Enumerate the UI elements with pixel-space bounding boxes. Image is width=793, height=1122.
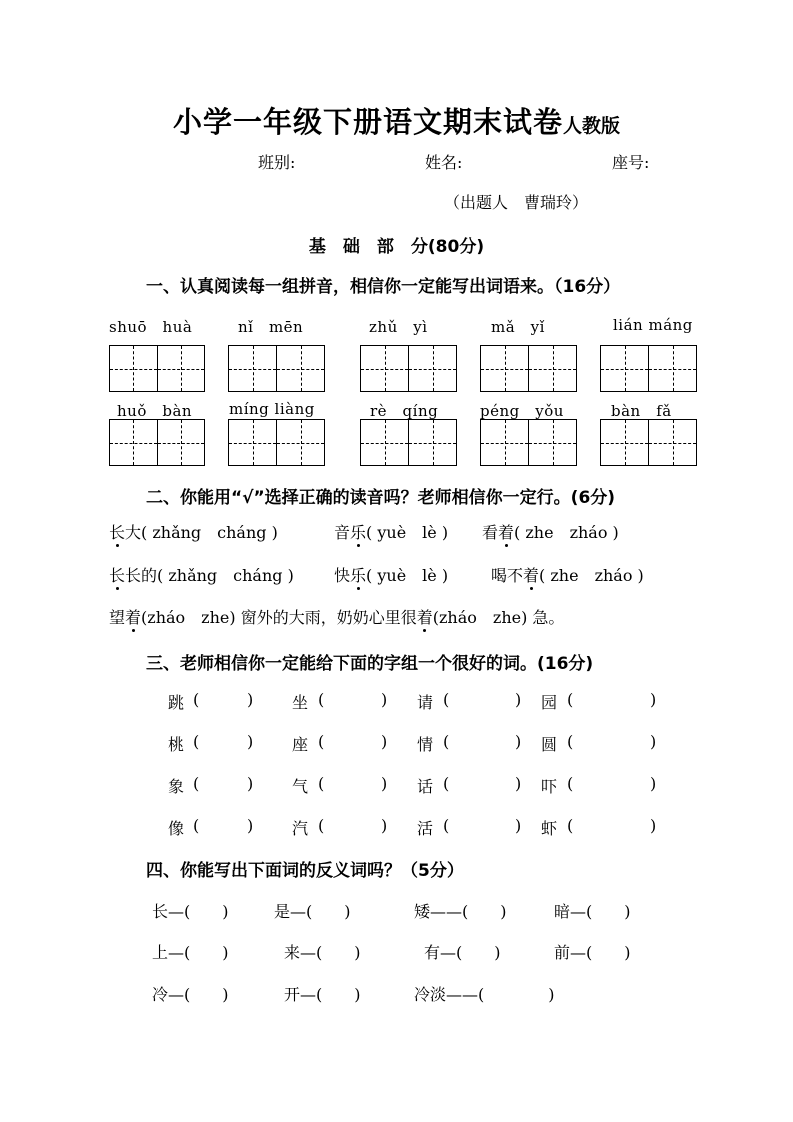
page-title-block bbox=[0, 100, 793, 141]
writing-grid[interactable] bbox=[600, 345, 697, 392]
name-label: 姓名: bbox=[425, 153, 463, 172]
class-label: 班别: bbox=[258, 153, 296, 172]
answer-paren-open: ( bbox=[443, 774, 450, 793]
page-title: 小学一年级下册语文期末试卷 bbox=[172, 105, 563, 139]
word-group-char: 坐 bbox=[292, 693, 309, 712]
writing-grid[interactable] bbox=[600, 419, 697, 466]
answer-paren-close: ) bbox=[650, 816, 657, 835]
writing-grid[interactable] bbox=[480, 345, 577, 392]
word-group-char: 跳 bbox=[168, 693, 185, 712]
reading-item: 长大( zhǎng cháng ) bbox=[109, 523, 278, 542]
word-group-char: 桃 bbox=[168, 735, 185, 754]
reading-sentence: 望着(zháo zhe) 窗外的大雨，奶奶心里很着(zháo zhe) 急。 bbox=[109, 608, 565, 627]
word-group-char: 园 bbox=[541, 693, 558, 712]
writing-grid[interactable] bbox=[360, 419, 457, 466]
writing-grid[interactable] bbox=[480, 419, 577, 466]
reading-item: 看着( zhe zháo ) bbox=[482, 523, 619, 542]
word-group-char: 象 bbox=[168, 777, 185, 796]
pinyin-label: rè qíng bbox=[370, 402, 439, 420]
word-group-char: 虾 bbox=[541, 819, 558, 838]
word-group-char: 像 bbox=[168, 819, 185, 838]
reading-item: 喝不着( zhe zháo ) bbox=[491, 566, 644, 585]
answer-paren-open: ( bbox=[318, 816, 325, 835]
antonym-item[interactable]: 冷淡——( ) bbox=[414, 985, 555, 1004]
answer-paren-close: ) bbox=[650, 732, 657, 751]
answer-paren-close: ) bbox=[515, 732, 522, 751]
word-group-char: 圆 bbox=[541, 735, 558, 754]
answer-paren-open: ( bbox=[443, 732, 450, 751]
writing-grid[interactable] bbox=[228, 419, 325, 466]
answer-paren-close: ) bbox=[515, 690, 522, 709]
pinyin-label: huǒ bàn bbox=[117, 402, 193, 420]
writing-grid[interactable] bbox=[109, 345, 205, 392]
pinyin-label: shuō huà bbox=[109, 318, 193, 336]
q1-title: 一、认真阅读每一组拼音，相信你一定能写出词语来。（16分） bbox=[146, 277, 621, 297]
antonym-item[interactable]: 冷—( ) bbox=[152, 985, 229, 1004]
answer-paren-close: ) bbox=[381, 690, 388, 709]
answer-paren-close: ) bbox=[381, 732, 388, 751]
pinyin-label: míng liàng bbox=[229, 400, 315, 418]
reading-item: 长长的( zhǎng cháng ) bbox=[109, 566, 294, 585]
word-group-char: 活 bbox=[417, 819, 434, 838]
antonym-item[interactable]: 来—( ) bbox=[284, 943, 361, 962]
answer-paren-close: ) bbox=[247, 816, 254, 835]
reading-item: 音乐( yuè lè ) bbox=[334, 523, 449, 542]
answer-paren-open: ( bbox=[567, 690, 574, 709]
answer-paren-close: ) bbox=[247, 690, 254, 709]
answer-paren-open: ( bbox=[567, 774, 574, 793]
word-group-char: 汽 bbox=[292, 819, 309, 838]
word-group-char: 气 bbox=[292, 777, 309, 796]
word-group-char: 座 bbox=[292, 735, 309, 754]
pinyin-label: mǎ yǐ bbox=[491, 318, 545, 336]
antonym-item[interactable]: 是—( ) bbox=[274, 902, 351, 921]
reading-item: 快乐( yuè lè ) bbox=[334, 566, 449, 585]
answer-paren-open: ( bbox=[443, 690, 450, 709]
page-title-suffix: 人教版 bbox=[563, 115, 621, 137]
writing-grid[interactable] bbox=[360, 345, 457, 392]
answer-paren-open: ( bbox=[567, 816, 574, 835]
answer-paren-open: ( bbox=[318, 732, 325, 751]
q4-title: 四、你能写出下面词的反义词吗？（5分） bbox=[146, 861, 464, 881]
word-group-char: 吓 bbox=[541, 777, 558, 796]
antonym-item[interactable]: 前—( ) bbox=[554, 943, 631, 962]
writing-grid[interactable] bbox=[228, 345, 325, 392]
answer-paren-open: ( bbox=[567, 732, 574, 751]
answer-paren-close: ) bbox=[515, 816, 522, 835]
answer-paren-open: ( bbox=[193, 732, 200, 751]
answer-paren-close: ) bbox=[247, 774, 254, 793]
answer-paren-open: ( bbox=[443, 816, 450, 835]
pinyin-label: lián máng bbox=[613, 316, 693, 334]
answer-paren-open: ( bbox=[193, 690, 200, 709]
word-group-char: 话 bbox=[417, 777, 434, 796]
answer-paren-open: ( bbox=[318, 690, 325, 709]
word-group-char: 请 bbox=[417, 693, 434, 712]
antonym-item[interactable]: 开—( ) bbox=[284, 985, 361, 1004]
basic-part-heading: 基 础 部 分(80分) bbox=[308, 237, 485, 257]
writing-grid[interactable] bbox=[109, 419, 205, 466]
pinyin-label: bàn fǎ bbox=[611, 402, 672, 420]
answer-paren-open: ( bbox=[318, 774, 325, 793]
word-group-char: 情 bbox=[417, 735, 434, 754]
answer-paren-close: ) bbox=[381, 774, 388, 793]
answer-paren-close: ) bbox=[515, 774, 522, 793]
antonym-item[interactable]: 有—( ) bbox=[424, 943, 501, 962]
pinyin-label: zhǔ yì bbox=[369, 318, 428, 336]
answer-paren-close: ) bbox=[650, 690, 657, 709]
answer-paren-close: ) bbox=[650, 774, 657, 793]
pinyin-label: péng yǒu bbox=[480, 402, 564, 420]
q2-title: 二、你能用“√”选择正确的读音吗？老师相信你一定行。(6分) bbox=[146, 488, 616, 508]
answer-paren-open: ( bbox=[193, 816, 200, 835]
answer-paren-open: ( bbox=[193, 774, 200, 793]
q3-title: 三、老师相信你一定能给下面的字组一个很好的词。(16分) bbox=[146, 654, 594, 674]
author-note: （出题人 曹瑞玲） bbox=[444, 193, 589, 212]
pinyin-label: nǐ mēn bbox=[238, 318, 304, 336]
antonym-item[interactable]: 矮——( ) bbox=[414, 902, 507, 921]
antonym-item[interactable]: 长—( ) bbox=[152, 902, 229, 921]
answer-paren-close: ) bbox=[381, 816, 388, 835]
answer-paren-close: ) bbox=[247, 732, 254, 751]
seat-label: 座号: bbox=[612, 153, 650, 172]
antonym-item[interactable]: 上—( ) bbox=[152, 943, 229, 962]
antonym-item[interactable]: 暗—( ) bbox=[554, 902, 631, 921]
